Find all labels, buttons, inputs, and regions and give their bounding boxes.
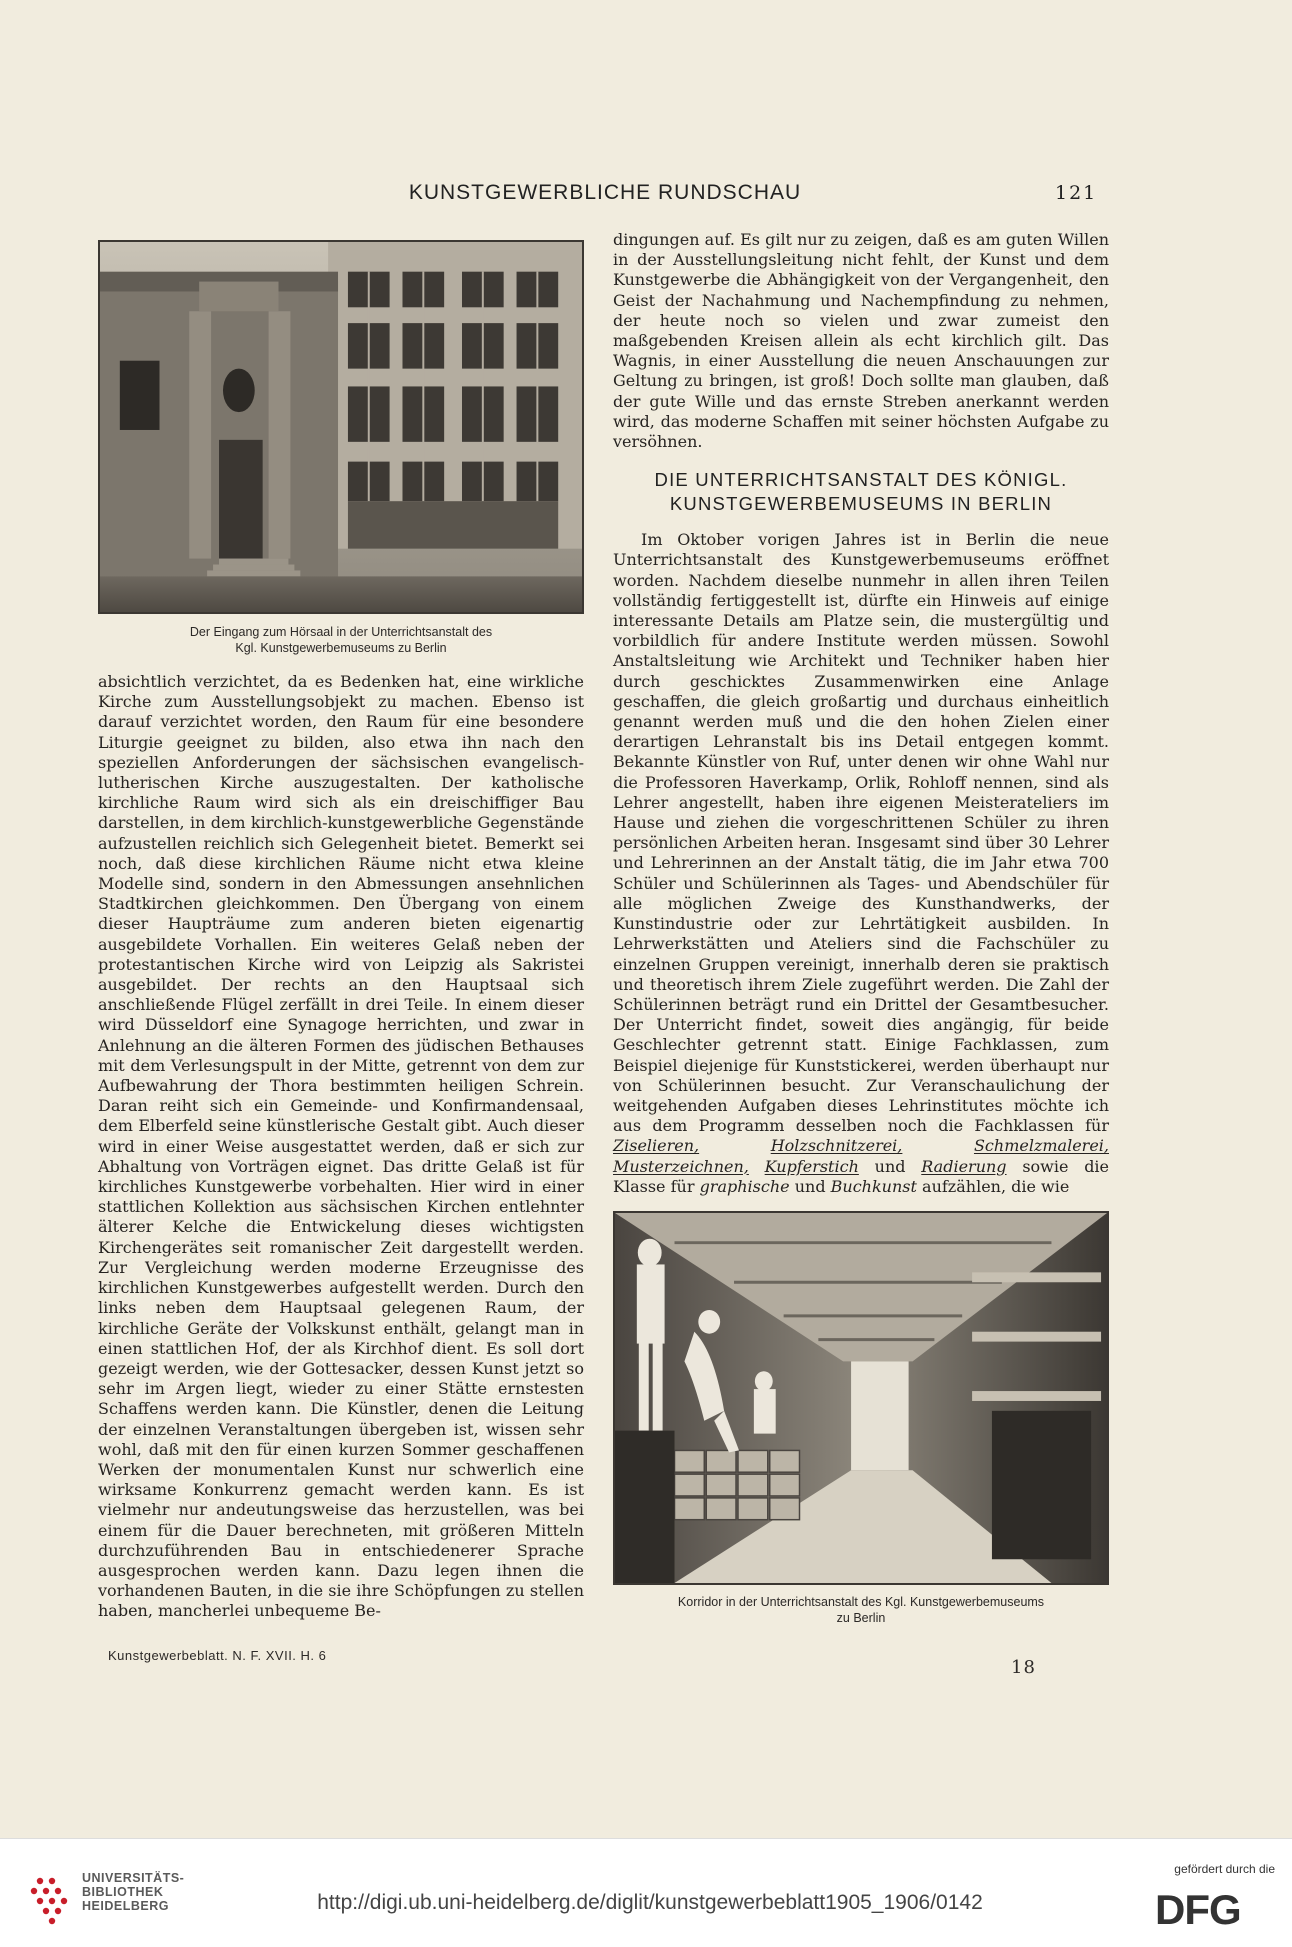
funding-note: gefördert durch die <box>1174 1862 1275 1876</box>
section-paragraph-main: Im Oktober vorigen Jahres ist in Berlin die neue Unterrichtsanstalt des Kunstgewerbemuseums eröffnet worden. Nachdem dieselbe nunmehr in allen ihren Teilen vollständig fertiggestellt ist, dürfte ein Hinweis auf einige interessante Details am Platze sein, die mustergültig und vorbildlich für andere Institute werden müssen. Sowohl Anstaltsleitung wie Architekt und Techniker haben hier durch geschicktes Zusammenwirken eine Anlage geschaffen, die gleich großartig und durchaus einheitlich genannt werden muß und die den hohen Zielen einer derartigen Lehranstalt bis ins Detail entgegen kommt. Bekannte Künstler von Ruf, unter denen wir ohne Wahl nur die Professoren Haverkamp, Orlik, Rohloff nennen, sind als Lehrer angestellt, haben ihre eigenen Meisterateliers im Hause und ziehen die vorgeschrittenen Schüler zu ihren persönlichen Arbeiten heran. Insgesamt sind über 30 Lehrer und Lehrerinnen an der Anstalt tätig, die im Jahr etwa 700 Schüler und Schülerinnen als Tages- und Abendschüler für alle möglichen Zweige des Kunsthandwerks, der Kunstindustrie oder zur Lehrtätigkeit ausbilden. In Lehrwerkstätten und Ateliers sind die Fachschüler zu einzelnen Gruppen vereinigt, innerhalb deren sie praktisch und theoretisch ihrem Ziele zugeführt werden. Die Zahl der Schülerinnen beträgt rund ein Drittel der Gesamtbesucher. Der Unterricht findet, soweit dies angängig, für beide Geschlechter getrennt statt. Einige Fachklassen, zum Beispiel diejenige für Kunststickerei, werden überhaupt nur von Schülerinnen besucht. Zur Veranschaulichung der weitgehenden Aufgaben dieses Lehrinstitutes möchte ich aus dem Programm desselben noch die Fachklassen für <box>613 530 1109 1136</box>
figure-caption-right <box>613 1594 1109 1626</box>
page-number: 121 <box>1055 182 1098 204</box>
section-paragraph <box>613 530 1109 1197</box>
running-title: KUNSTGEWERBLICHE RUNDSCHAU <box>408 181 802 204</box>
section-body-text <box>613 530 1109 1197</box>
photo-corridor <box>613 1211 1109 1585</box>
institution-line1: UNIVERSITÄTS- <box>82 1871 185 1885</box>
figure-caption-left <box>98 624 584 656</box>
word-und-2: und <box>794 1176 826 1196</box>
left-paragraph: absichtlich verzichtet, da es Bedenken hat, eine wirkliche Kirche zum Ausstellungsobjekt zu machen. Ebenso ist darauf verzichtet worden, den Raum für eine besondere Liturgie geeignet zu bilden, also etwa ihn nach den speziellen Anforderungen der sächsischen evangelisch-lutherischen Kirche auszugestalten. Der katholische kirchliche Raum wird sich als ein dreischiffiger Bau darstellen, in dem kirchlich-kunstgewerbliche Gegenstände aufzustellen reichlich sich Gelegenheit bietet. Bemerkt sei noch, daß diese kirchlichen Räume nicht etwa kleine Modelle sind, sondern in den Abmessungen ansehnlichen Stadtkirchen gleichkommen. Den Übergang von einem dieser Haupträume zum anderen bieten eigenartig ausgebildete Vorhallen. Ein weiteres Gelaß neben der protestantischen Kirche wird von Leipzig als Sakristei ausgebildet. Der rechts an den Hauptsaal sich anschließende Flügel zerfällt in drei Teile. In einem dieser wird Düsseldorf eine Synagoge herrichten, und zwar in Anlehnung an die älteren Formen des jüdischen Bethauses mit dem Verlesungspult in der Mitte, getrennt von dem zur Aufbewahrung der Thora bestimmten heiligen Schrein. Daran reiht sich ein Gemeinde- und Konfirmandensaal, dem Elberfeld seine künstlerische Gestalt gibt. Auch dieser wird in einer Weise ausgestattet werden, daß er sich zur Abhaltung von Vorträgen eignet. Das dritte Gelaß ist für kirchliches Kunstgewerbe vorbehalten. Hier wird in einer stattlichen Kollektion aus sächsischen Kirchen entlehnter älterer Kelche die Entwickelung dieses wichtigsten Kirchengerätes seit romanischer Zeit dargestellt werden. Zur Vergleichung werden moderne Erzeugnisse des kirchlichen Kunstgewerbes aufgestellt werden. Durch den links neben dem Hauptsaal gelegenen Raum, der kirchliche Geräte der Volkskunst enthält, gelangt man in einen stattlichen Hof, der als Kirchhof dient. Es soll dort gezeigt werden, wie der Gottesacker, dessen Kunst jetzt so sehr im Argen liegt, wieder zu einer Stätte ernstesten Schaffens werden kann. Die Künstler, denen die Leitung der einzelnen Veranstaltungen übergeben ist, wissen sehr wohl, daß mit den für einen kurzen Sommer geschaffenen Werken der monumentalen Kunst nur schwerlich eine wirksame Konkurrenz gemacht werden kann. Es ist vielmehr nur andeutungsweise das herzustellen, was bei einem für die Dauer berechneten, mit größeren Mitteln durchzuführenden Bau in entschiedenerer Sprache ausgesprochen werden kann. Dazu legen ihnen die vorhandenen Bauten, in die sie ihre Schöpfungen zu stellen haben, mancherlei unbequeme Be- <box>98 672 584 1621</box>
figure-caption-right-line1: Korridor in der Unterrichtsanstalt des Kgl. Kunstgewerbemuseums <box>677 1594 1045 1609</box>
word-tail: aufzählen, die wie <box>922 1176 1070 1196</box>
class-kupferstich: Kupferstich <box>764 1156 859 1176</box>
journal-reference: Kunstgewerbeblatt. N. F. XVII. H. 6 <box>108 1648 327 1663</box>
institution-line2: BIBLIOTHEK <box>82 1885 164 1899</box>
photo-building-image <box>100 242 582 612</box>
word-und-1: und <box>874 1156 906 1176</box>
right-continued-text <box>613 230 1109 452</box>
left-column <box>98 240 584 1622</box>
right-column <box>613 230 1109 1626</box>
dfg-logo: DFG <box>1155 1886 1241 1933</box>
section-heading <box>613 468 1109 516</box>
class-schmelzmalerei: Schmelzmalerei, <box>973 1136 1109 1156</box>
section-heading-line2: KUNSTGEWERBEMUSEUMS IN BERLIN <box>669 493 1053 515</box>
right-continued-paragraph: dingungen auf. Es gilt nur zu zeigen, daß es am guten Willen in der Ausstellungsleitung nicht fehlt, der Kunst und dem Kunstgewerbe die Abhängigkeit von der Vergangenheit, den Geist der Nachahmung und Nachempfindung zu nehmen, der heute noch so vielen und zwar zumeist den maßgebenden Kreisen allein als echt kirchlich gilt. Das Wagnis, in einer Ausstellung die neuen Anschauungen zur Geltung zu bringen, ist groß! Doch sollte man glauben, daß der gute Wille und das ernste Streben anerkannt werden wird, das moderne Schaffen mit seiner höchsten Aufgabe zu versöhnen. <box>613 230 1109 452</box>
word-sowie: sowie die Klasse für <box>613 1156 1110 1196</box>
photo-lecture-hall-entrance <box>98 240 584 614</box>
figure-caption-left-line2: Kgl. Kunstgewerbemuseums zu Berlin <box>235 641 447 655</box>
library-footer-bar <box>0 1838 1292 1947</box>
class-graphische: graphische <box>699 1176 790 1196</box>
institution-line3: HEIDELBERG <box>82 1899 169 1913</box>
university-seal-icon <box>26 1875 76 1925</box>
signature-mark: 18 <box>1011 1657 1036 1678</box>
institution-name <box>82 1871 184 1913</box>
class-ziselieren: Ziselieren, <box>613 1136 700 1156</box>
figure-caption-left-line1: Der Eingang zum Hörsaal in der Unterrichtsanstalt des <box>189 625 493 639</box>
photo-corridor-image <box>615 1213 1107 1583</box>
figure-caption-right-line2: zu Berlin <box>836 1610 886 1625</box>
permalink-url[interactable]: http://digi.ub.uni-heidelberg.de/diglit/kunstgewerbeblatt1905_1906/0142 <box>317 1891 983 1914</box>
section-heading-line1: DIE UNTERRICHTSANSTALT DES KÖNIGL. <box>654 469 1068 491</box>
class-buchkunst: Buchkunst <box>830 1176 917 1196</box>
running-head <box>0 181 1292 211</box>
class-radierung: Radierung <box>921 1156 1007 1176</box>
left-body-text <box>98 672 584 1622</box>
class-musterzeichnen: Musterzeichnen, <box>613 1156 749 1176</box>
class-holzschnitzerei: Holzschnitzerei, <box>770 1136 903 1156</box>
